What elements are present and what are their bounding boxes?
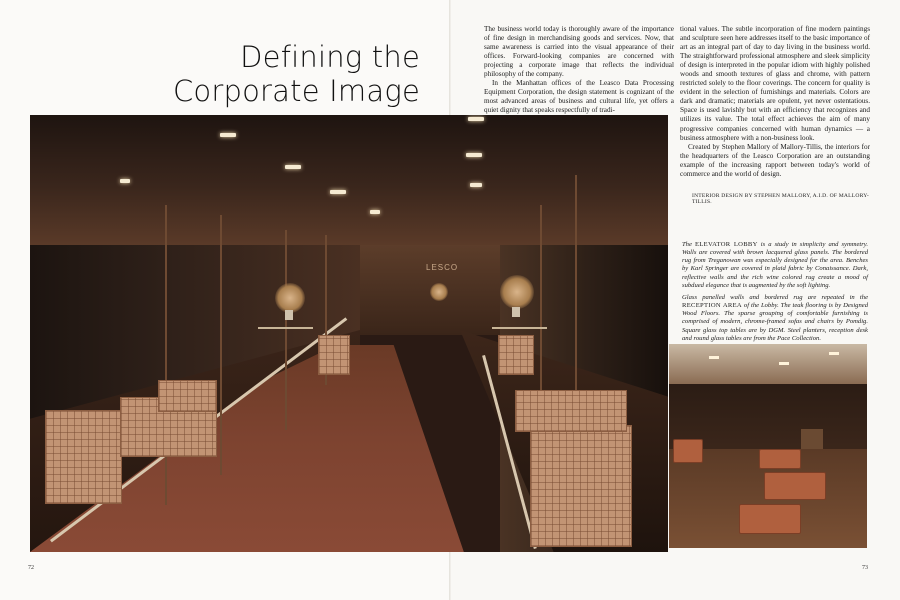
caption-subject: ELEVATOR LOBBY xyxy=(694,241,758,248)
ceiling-light xyxy=(220,133,236,137)
headline-line-1: Defining the xyxy=(240,40,420,74)
bench-right-seat xyxy=(515,390,627,432)
page-number-right: 73 xyxy=(862,565,868,571)
ceiling-light xyxy=(370,210,380,214)
wall-panel-divider xyxy=(220,215,222,475)
body-paragraph: In the Manhattan offices of the Leasco Data Processing Equipment Corporation, the design statement is cognizant of the most advanced areas of business and cultural life, yet offers a quiet dignity that speaks respectfully of tradi- xyxy=(484,79,674,115)
flower-arrangement xyxy=(275,283,305,313)
caption-text: is a study in simplicity and symmetry. Walls are covered with brown lacquered glass panels. The bordered rug from Treganowan was especially designed for the area. Benches by Karl Springer are covered in plaid fabric by Conaissance. Dark, reflective walls and the rich wine colored rug create a mood of subdued elegance that is augmented by the soft lighting. xyxy=(682,241,868,289)
body-paragraph-continued: tional values. The subtle incorporation of fine modern paintings and sculpture seen here addresses itself to the basic importance of art as an integral part of day to day living in the business world. The straightforward professional atmosphere and sleek simplicity of design is interpreted in the popular idiom with highly polished woods and smooth textures of glass and chrome, with pattern restricted solely to the floor coverings. The concern for quality is evident in the selection of furnishings and materials. Colors are dark and dramatic; materials are opulent, yet never ostentatious. Space is used lavishly but with an efficiency that recognizes and utilizes its value. The total effect achieves the aim of many progressive companies concerned with human dynamics — a business atmosphere with a non-business look. xyxy=(680,25,870,142)
planter xyxy=(285,310,293,320)
page-title xyxy=(110,40,420,108)
headline-line-2: Corporate Image xyxy=(172,74,420,108)
photo-captions xyxy=(682,241,868,347)
ceiling-light xyxy=(829,352,839,355)
reception-desk xyxy=(801,429,823,449)
body-column-1 xyxy=(484,25,674,115)
ceiling-light xyxy=(779,362,789,365)
ceiling-light xyxy=(468,117,484,121)
bench-left-back xyxy=(158,380,217,412)
glass-console-table xyxy=(258,327,313,329)
wall-panel-divider xyxy=(285,230,287,430)
sofa xyxy=(759,449,801,469)
body-column-2 xyxy=(680,25,870,179)
reception-area-photo xyxy=(669,344,867,548)
ceiling-light xyxy=(466,153,482,157)
flower-arrangement xyxy=(500,275,534,309)
page-number-left: 72 xyxy=(28,565,34,571)
ceiling-light xyxy=(285,165,301,169)
bench-right-far xyxy=(498,335,534,375)
caption-subject: RECEPTION AREA xyxy=(682,302,742,310)
body-paragraph: The business world today is thoroughly aware of the importance of fine design in merchandising goods and services. Now, that same awareness is carried into the visual appearance of their offices. Forward-looking companies are concerned with projecting a corporate image that reflects the individual philosophy of the company. xyxy=(484,25,674,79)
sofa xyxy=(673,439,703,463)
bench-left-far xyxy=(318,335,350,375)
sofa xyxy=(764,472,826,500)
design-credit: INTERIOR DESIGN BY STEPHEN MALLORY, A.I.D. OF MALLORY-TILLIS. xyxy=(692,193,869,205)
bench-left-front xyxy=(45,410,122,504)
glass-console-table xyxy=(492,327,547,329)
body-paragraph: Created by Stephen Mallory of Mallory-Tillis, the interiors for the headquarters of the Leasco Corporation are an outstanding example of the increasing rapport between today's world of commerce and the world of design. xyxy=(680,142,870,178)
wall-panel-divider xyxy=(165,205,167,505)
bench-right-front xyxy=(530,425,632,547)
caption-text: of the Lobby. The teak flooring is by Designed Wood Floors. The sparse grouping of comfortable furnishing is comprised of modern, chrome-framed sofas and chairs by Pomdig. Square glass top tables are by DGM. Steel planters, reception desk and round glass tables are from the Pace Collection. xyxy=(682,302,868,342)
ceiling-light xyxy=(330,190,346,194)
caption-elevator-lobby xyxy=(682,241,868,290)
flower-arrangement xyxy=(430,283,448,301)
caption-lead: Glass panelled walls and bordered rug are repeated in the xyxy=(682,293,868,301)
caption-reception-area xyxy=(682,294,868,343)
ceiling-light xyxy=(470,183,482,187)
photo-ceiling xyxy=(669,344,867,384)
caption-lead: The xyxy=(682,241,692,248)
ceiling-light xyxy=(120,179,130,183)
wall-panel-divider xyxy=(540,205,542,405)
planter xyxy=(512,307,520,317)
photo-wall-sign: LESCO xyxy=(426,263,459,272)
elevator-lobby-photo xyxy=(30,115,668,552)
sofa xyxy=(739,504,801,534)
ceiling-light xyxy=(709,356,719,359)
